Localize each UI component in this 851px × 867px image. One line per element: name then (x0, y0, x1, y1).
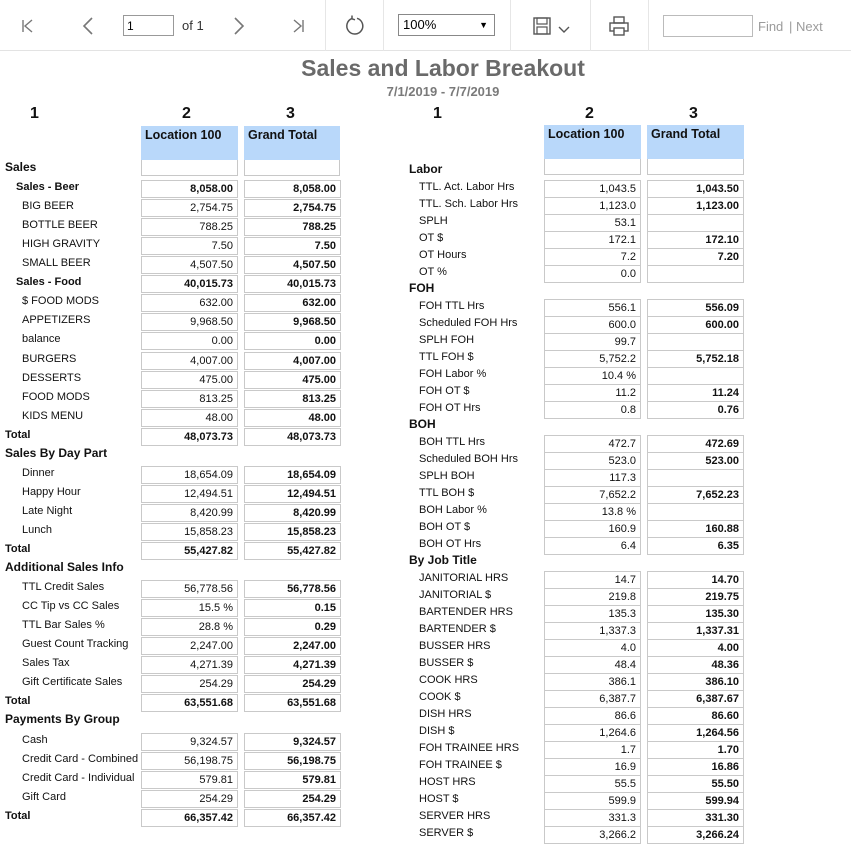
row-label-splh: SPLH (419, 215, 448, 227)
grand-total-value: 4,271.39 (244, 656, 341, 674)
print-icon (608, 16, 630, 36)
row-label-foh-trainee: FOH TRAINEE $ (419, 759, 502, 771)
grand-total-value: 0.15 (244, 599, 341, 617)
location-100-value: 600.0 (544, 316, 641, 334)
section-label-foh: FOH (409, 281, 435, 295)
location-100-value: 2,754.75 (141, 199, 238, 217)
section-label-boh: BOH (409, 417, 436, 431)
location-100-value: 556.1 (544, 299, 641, 317)
row-label-ttl-bar-sales: TTL Bar Sales % (22, 619, 105, 632)
location-100-value: 172.1 (544, 231, 641, 249)
grand-total-value (647, 367, 744, 385)
grand-total-value: 4,507.50 (244, 256, 341, 274)
row-label-boh-ttl-hrs: BOH TTL Hrs (419, 436, 486, 448)
column-number: 1 (433, 105, 442, 122)
grand-total-value: 15,858.23 (244, 523, 341, 541)
row-label-total: Total (5, 543, 31, 555)
row-label-busser-hrs: BUSSER HRS (419, 640, 491, 652)
grand-total-value: 55.50 (647, 775, 744, 793)
last-page-button[interactable] (280, 0, 316, 51)
location-100-value: 9,324.57 (141, 733, 238, 751)
grand-total-value: 135.30 (647, 605, 744, 623)
location-100-value: 9,968.50 (141, 313, 238, 331)
grand-total-value: 788.25 (244, 218, 341, 236)
grand-total-value: 0.00 (244, 332, 341, 350)
row-label-cc-tip-vs-cc-sales: CC Tip vs CC Sales (22, 600, 120, 613)
row-label-foh-trainee-hrs: FOH TRAINEE HRS (419, 742, 520, 754)
row-label-gift-certificate-sales: Gift Certificate Sales (22, 676, 123, 689)
export-button[interactable] (526, 0, 576, 51)
location-100-value: 0.00 (141, 332, 238, 350)
row-label-scheduled-boh-hrs: Scheduled BOH Hrs (419, 453, 519, 465)
grand-total-value: 3,266.24 (647, 826, 744, 844)
location-100-value: 5,752.2 (544, 350, 641, 368)
grand-total-value (647, 469, 744, 487)
column-number: 2 (182, 105, 191, 122)
grand-total-value: 600.00 (647, 316, 744, 334)
location-100-value: 86.6 (544, 707, 641, 725)
row-label-cook: COOK $ (419, 691, 461, 703)
row-label-total: Total (5, 695, 31, 708)
row-label-high-gravity: HIGH GRAVITY (22, 238, 101, 251)
page-number-input[interactable] (123, 15, 174, 36)
location-100-value: 219.8 (544, 588, 641, 606)
grand-total-value: 386.10 (647, 673, 744, 691)
grand-total-value: 579.81 (244, 771, 341, 789)
location-100-value: 1.7 (544, 741, 641, 759)
location-100-value: 788.25 (141, 218, 238, 236)
row-label-ot: OT % (419, 266, 447, 278)
location-100-value: 0.0 (544, 265, 641, 283)
location-100-value: 4,007.00 (141, 352, 238, 370)
row-label-lunch: Lunch (22, 523, 52, 536)
grand-total-value: 40,015.73 (244, 275, 341, 293)
row-label-foh-ttl-hrs: FOH TTL Hrs (419, 300, 485, 312)
section-label-labor: Labor (409, 162, 443, 176)
grand-total-value: 331.30 (647, 809, 744, 827)
toolbar-divider (510, 0, 511, 51)
toolbar-divider (383, 0, 384, 51)
row-label-dish: DISH $ (419, 725, 455, 737)
grand-total-value: 1.70 (647, 741, 744, 759)
row-label-ttl-act-labor-hrs: TTL. Act. Labor Hrs (419, 181, 515, 193)
section-label-by-job-title: By Job Title (409, 553, 477, 567)
report-date-range: 7/1/2019 - 7/7/2019 (386, 84, 500, 99)
location-100-value: 55,427.82 (141, 542, 238, 560)
grand-total-value: 7.50 (244, 237, 341, 255)
grand-total-value: 8,420.99 (244, 504, 341, 522)
section-label-sales: Sales (5, 160, 37, 174)
row-label-total: Total (5, 809, 31, 822)
row-label-food-mods: FOOD MODS (22, 390, 90, 403)
grand-total-value: 56,778.56 (244, 580, 341, 598)
header-spacer (141, 160, 238, 176)
refresh-icon (344, 15, 366, 37)
grand-total-value: 2,754.75 (244, 199, 341, 217)
row-label-foh-ot: FOH OT $ (419, 385, 470, 397)
row-label-sales-beer: Sales - Beer (16, 181, 79, 194)
row-label-dish-hrs: DISH HRS (419, 708, 472, 720)
grand-total-value: 48.36 (647, 656, 744, 674)
row-label-ot-hours: OT Hours (419, 249, 467, 261)
row-label-ttl-sch-labor-hrs: TTL. Sch. Labor Hrs (419, 198, 519, 210)
grand-total-value: 4.00 (647, 639, 744, 657)
location-100-value: 12,494.51 (141, 485, 238, 503)
row-label-splh-foh: SPLH FOH (419, 334, 475, 346)
location-100-value: 813.25 (141, 390, 238, 408)
grand-total-value: 11.24 (647, 384, 744, 402)
location-100-value: 160.9 (544, 520, 641, 538)
zoom-value: 100% (403, 17, 437, 32)
grand-total-value: 12,494.51 (244, 485, 341, 503)
grand-total-value: 6.35 (647, 537, 744, 555)
row-label-ttl-foh: TTL FOH $ (419, 351, 474, 363)
row-label-bartender-hrs: BARTENDER HRS (419, 606, 513, 618)
location-100-value: 40,015.73 (141, 275, 238, 293)
row-label-cook-hrs: COOK HRS (419, 674, 478, 686)
location-100-value: 28.8 % (141, 618, 238, 636)
location-100-value: 135.3 (544, 605, 641, 623)
location-100-value: 254.29 (141, 790, 238, 808)
location-100-value: 14.7 (544, 571, 641, 589)
column-header-location: Location 100 (544, 125, 641, 159)
row-label-server: SERVER $ (419, 827, 474, 839)
column-header-grand-total: Grand Total (647, 125, 744, 159)
chevron-down-icon (557, 25, 571, 35)
row-label-credit-card-combined: Credit Card - Combined (22, 752, 139, 765)
location-100-value: 7,652.2 (544, 486, 641, 504)
section-label-additional-sales-info: Additional Sales Info (5, 560, 124, 575)
location-100-value: 8,058.00 (141, 180, 238, 198)
location-100-value: 13.8 % (544, 503, 641, 521)
grand-total-value: 632.00 (244, 294, 341, 312)
row-label-host: HOST $ (419, 793, 459, 805)
location-100-value: 8,420.99 (141, 504, 238, 522)
row-label-late-night: Late Night (22, 504, 73, 517)
location-100-value: 7.2 (544, 248, 641, 266)
location-100-value: 15.5 % (141, 599, 238, 617)
row-label-ttl-boh: TTL BOH $ (419, 487, 475, 499)
row-label-credit-card-individual: Credit Card - Individual (22, 771, 135, 784)
row-label-boh-labor: BOH Labor % (419, 504, 487, 516)
row-label-server-hrs: SERVER HRS (419, 810, 491, 822)
header-spacer (647, 159, 744, 175)
row-label-bartender: BARTENDER $ (419, 623, 496, 635)
grand-total-value: 556.09 (647, 299, 744, 317)
location-100-value: 18,654.09 (141, 466, 238, 484)
header-spacer (244, 160, 340, 176)
location-100-value: 4,271.39 (141, 656, 238, 674)
location-100-value: 254.29 (141, 675, 238, 693)
grand-total-value: 5,752.18 (647, 350, 744, 368)
grand-total-value: 172.10 (647, 231, 744, 249)
grand-total-value (647, 265, 744, 283)
previous-page-button[interactable] (70, 0, 106, 51)
grand-total-value: 599.94 (647, 792, 744, 810)
location-100-value: 331.3 (544, 809, 641, 827)
row-label-balance: balance (22, 333, 61, 346)
report-toolbar (0, 0, 851, 51)
grand-total-value: 523.00 (647, 452, 744, 470)
location-100-value: 386.1 (544, 673, 641, 691)
location-100-value: 3,266.2 (544, 826, 641, 844)
location-100-value: 2,247.00 (141, 637, 238, 655)
grand-total-value: 254.29 (244, 790, 341, 808)
location-100-value: 4,507.50 (141, 256, 238, 274)
location-100-value: 4.0 (544, 639, 641, 657)
row-label-boh-ot-hrs: BOH OT Hrs (419, 538, 482, 550)
grand-total-value: 16.86 (647, 758, 744, 776)
row-label-big-beer: BIG BEER (22, 200, 74, 213)
location-100-value: 99.7 (544, 333, 641, 351)
grand-total-value: 9,968.50 (244, 313, 341, 331)
row-label-ttl-credit-sales: TTL Credit Sales (22, 581, 105, 594)
grand-total-value: 2,247.00 (244, 637, 341, 655)
grand-total-value: 219.75 (647, 588, 744, 606)
grand-total-value: 55,427.82 (244, 542, 341, 560)
grand-total-value: 56,198.75 (244, 752, 341, 770)
column-number: 1 (30, 105, 39, 122)
grand-total-value: 8,058.00 (244, 180, 341, 198)
location-100-value: 475.00 (141, 371, 238, 389)
save-icon (532, 16, 552, 36)
location-100-value: 1,043.5 (544, 180, 641, 198)
location-100-value: 1,123.0 (544, 197, 641, 215)
grand-total-value (647, 503, 744, 521)
row-label-small-beer: SMALL BEER (22, 257, 91, 270)
grand-total-value: 66,357.42 (244, 809, 341, 827)
location-100-value: 11.2 (544, 384, 641, 402)
grand-total-value: 4,007.00 (244, 352, 341, 370)
row-label-gift-card: Gift Card (22, 790, 67, 803)
location-100-value: 66,357.42 (141, 809, 238, 827)
row-label-total: Total (5, 428, 31, 441)
row-label-foh-labor: FOH Labor % (419, 368, 487, 380)
row-label-sales-food: Sales - Food (16, 276, 82, 289)
location-100-value: 1,337.3 (544, 622, 641, 640)
grand-total-value: 14.70 (647, 571, 744, 589)
location-100-value: 48,073.73 (141, 428, 238, 446)
print-button[interactable] (600, 0, 638, 51)
row-label-scheduled-foh-hrs: Scheduled FOH Hrs (419, 317, 518, 329)
grand-total-value: 1,043.50 (647, 180, 744, 198)
row-label-janitorial: JANITORIAL $ (419, 589, 492, 601)
row-label-kids-menu: KIDS MENU (22, 409, 84, 422)
location-100-value: 599.9 (544, 792, 641, 810)
grand-total-value: 1,123.00 (647, 197, 744, 215)
location-100-value: 1,264.6 (544, 724, 641, 742)
zoom-select[interactable] (398, 14, 495, 36)
location-100-value: 0.8 (544, 401, 641, 419)
location-100-value: 579.81 (141, 771, 238, 789)
find-input[interactable] (663, 15, 753, 37)
grand-total-value: 86.60 (647, 707, 744, 725)
location-100-value: 10.4 % (544, 367, 641, 385)
grand-total-value: 160.88 (647, 520, 744, 538)
grand-total-value: 6,387.67 (647, 690, 744, 708)
refresh-button[interactable] (336, 0, 374, 51)
grand-total-value: 7.20 (647, 248, 744, 266)
grand-total-value: 9,324.57 (244, 733, 341, 751)
section-label-sales-by-day-part: Sales By Day Part (5, 445, 108, 460)
grand-total-value: 472.69 (647, 435, 744, 453)
section-label-payments-by-group: Payments By Group (5, 712, 120, 727)
column-number: 2 (585, 105, 594, 122)
grand-total-value: 0.29 (244, 618, 341, 636)
row-label-happy-hour: Happy Hour (22, 485, 81, 498)
grand-total-value: 48,073.73 (244, 428, 341, 446)
row-label-splh-boh: SPLH BOH (419, 470, 475, 482)
grand-total-value: 0.76 (647, 401, 744, 419)
grand-total-value: 254.29 (244, 675, 341, 693)
location-100-value: 523.0 (544, 452, 641, 470)
chevron-left-icon (80, 17, 96, 35)
row-label-busser: BUSSER $ (419, 657, 474, 669)
row-label-guest-count-tracking: Guest Count Tracking (22, 638, 129, 651)
grand-total-value: 63,551.68 (244, 694, 341, 712)
grand-total-value (647, 214, 744, 232)
grand-total-value: 1,264.56 (647, 724, 744, 742)
row-label-host-hrs: HOST HRS (419, 776, 476, 788)
toolbar-divider (590, 0, 591, 51)
first-page-button[interactable] (10, 0, 46, 51)
location-100-value: 63,551.68 (141, 694, 238, 712)
row-label-sales-tax: Sales Tax (22, 657, 70, 670)
column-number: 3 (286, 105, 295, 122)
location-100-value: 55.5 (544, 775, 641, 793)
find-link[interactable]: Find (758, 19, 784, 34)
location-100-value: 472.7 (544, 435, 641, 453)
last-page-icon (290, 18, 306, 34)
row-label-bottle-beer: BOTTLE BEER (22, 219, 98, 232)
grand-total-value: 1,337.31 (647, 622, 744, 640)
location-100-value: 56,778.56 (141, 580, 238, 598)
location-100-value: 15,858.23 (141, 523, 238, 541)
row-label-janitorial-hrs: JANITORIAL HRS (419, 572, 509, 584)
column-number: 3 (689, 105, 698, 122)
row-label-dinner: Dinner (22, 466, 55, 479)
find-separator: | (789, 19, 793, 34)
grand-total-value: 813.25 (244, 390, 341, 408)
location-100-value: 48.4 (544, 656, 641, 674)
chevron-right-icon (231, 17, 247, 35)
location-100-value: 48.00 (141, 409, 238, 427)
column-header-location: Location 100 (141, 126, 238, 160)
next-link[interactable]: Next (796, 19, 823, 34)
column-header-grand-total: Grand Total (244, 126, 340, 160)
location-100-value: 7.50 (141, 237, 238, 255)
header-spacer (544, 159, 641, 175)
row-label-cash: Cash (22, 733, 48, 746)
row-label-foh-ot-hrs: FOH OT Hrs (419, 402, 481, 414)
toolbar-divider (648, 0, 649, 51)
row-label-boh-ot: BOH OT $ (419, 521, 471, 533)
location-100-value: 117.3 (544, 469, 641, 487)
report-title: Sales and Labor Breakout (301, 55, 585, 81)
row-label-appetizers: APPETIZERS (22, 314, 91, 327)
first-page-icon (20, 18, 36, 34)
row-label-burgers: BURGERS (22, 352, 77, 365)
location-100-value: 6.4 (544, 537, 641, 555)
dropdown-arrow-icon: ▼ (479, 20, 488, 30)
grand-total-value (647, 333, 744, 351)
grand-total-value: 48.00 (244, 409, 341, 427)
location-100-value: 56,198.75 (141, 752, 238, 770)
grand-total-value: 475.00 (244, 371, 341, 389)
toolbar-divider (325, 0, 326, 51)
location-100-value: 632.00 (141, 294, 238, 312)
page-count-label: of 1 (182, 18, 204, 33)
location-100-value: 53.1 (544, 214, 641, 232)
grand-total-value: 18,654.09 (244, 466, 341, 484)
location-100-value: 6,387.7 (544, 690, 641, 708)
next-page-button[interactable] (221, 0, 257, 51)
row-label-food-mods: $ FOOD MODS (22, 295, 100, 308)
grand-total-value: 7,652.23 (647, 486, 744, 504)
row-label-ot: OT $ (419, 232, 444, 244)
location-100-value: 16.9 (544, 758, 641, 776)
row-label-desserts: DESSERTS (22, 371, 82, 384)
